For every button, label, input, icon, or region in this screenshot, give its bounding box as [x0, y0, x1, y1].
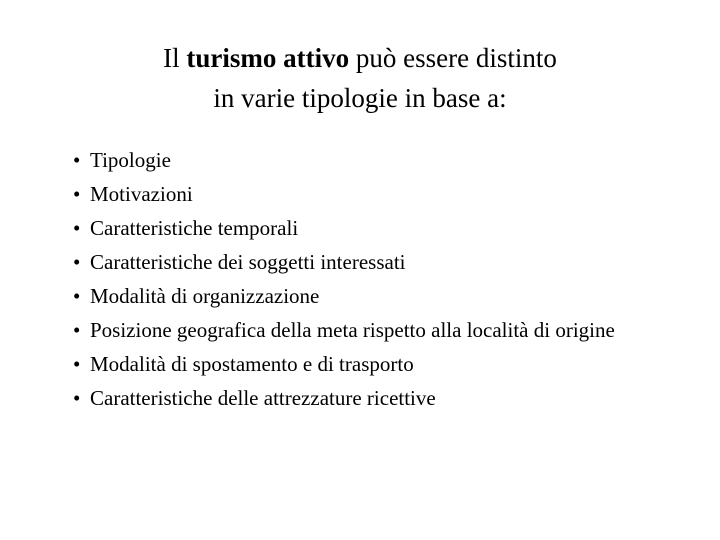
list-item [60, 250, 660, 275]
list-item [60, 352, 660, 377]
list-item-text: Posizione geografica della meta rispetto alla località di origine [90, 318, 615, 342]
title-text-1: Il [163, 43, 187, 73]
bullet-icon: • [73, 318, 81, 342]
bullet-icon: • [73, 284, 81, 308]
bullet-icon: • [73, 148, 81, 172]
title-line-2: in varie tipologie in base a: [213, 83, 507, 113]
list-item-text: Caratteristiche temporali [90, 216, 299, 240]
list-item [60, 386, 660, 411]
bullet-icon: • [73, 386, 81, 410]
title-line-1 [60, 38, 660, 78]
slide-title [60, 38, 660, 118]
list-item-text: Motivazioni [90, 182, 193, 206]
list-item-text: Caratteristiche delle attrezzature ricettive [90, 386, 436, 410]
list-item [60, 318, 660, 343]
list-item [60, 182, 660, 207]
list-item-text: Modalità di spostamento e di trasporto [90, 352, 414, 376]
list-item [60, 284, 660, 309]
bullet-icon: • [73, 216, 81, 240]
bullet-icon: • [73, 352, 81, 376]
title-text-2: può essere distinto [349, 43, 557, 73]
title-emphasis: turismo attivo [186, 43, 350, 73]
list-item-text: Caratteristiche dei soggetti interessati [90, 250, 406, 274]
bullet-list [60, 148, 660, 420]
list-item-text: Tipologie [90, 148, 171, 172]
list-item-text: Modalità di organizzazione [90, 284, 320, 308]
list-item [60, 216, 660, 241]
list-item [60, 148, 660, 173]
bullet-icon: • [73, 250, 81, 274]
bullet-icon: • [73, 182, 81, 206]
